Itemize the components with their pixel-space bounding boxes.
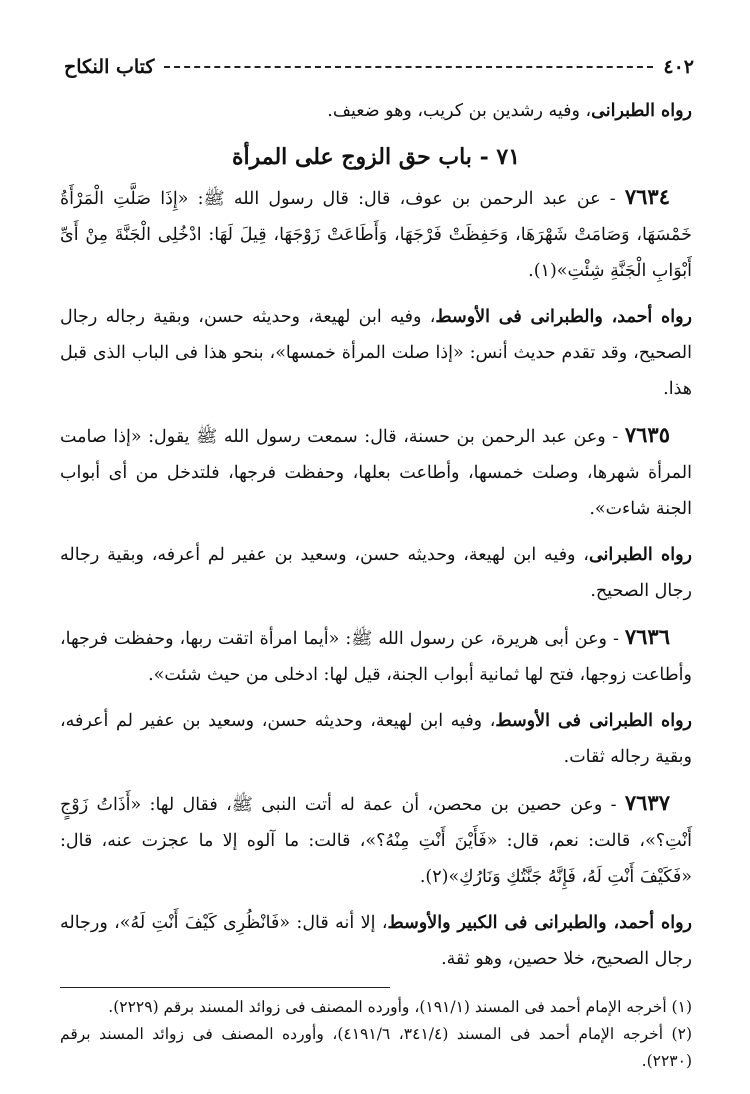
- hadith-number: ٧٦٣٧: [624, 790, 670, 815]
- comment-source: رواه أحمد، والطبرانى فى الكبير والأوسط: [387, 913, 692, 933]
- chapter-heading: ٧١ - باب حق الزوج على المرأة: [231, 144, 521, 170]
- hadith-text: - وعن عبد الرحمن بن حسنة، قال: سمعت رسول الله ﷺ يقول: «إذا صامت المرأة شهرها، وصلت خمسها، وأطاعت بعلها، وحفظت فرجها، فلتدخل من أى أبواب الجنة شاءت».: [60, 427, 692, 519]
- page-body: [60, 93, 692, 1075]
- hadith-7634: [60, 179, 692, 289]
- comment-source: رواه الطبرانى: [588, 545, 692, 565]
- comment-source: رواه أحمد، والطبرانى فى الأوسط: [435, 307, 692, 327]
- hadith-text: - عن عبد الرحمن بن عوف، قال: قال رسول الله ﷺ: «إِذَا صَلَّتِ الْمَرْأَةُ خَمْسَهَا، وَصَامَتْ شَهْرَهَا، وَحَفِظَتْ فَرْجَهَا، وَأَطَاعَتْ زَوْجَهَا، قِيلَ لَهَا: ادْخُلِى الْجَنَّةَ مِنْ أَىِّ أَبْوَابِ الْجَنَّةِ شِئْتِ»(١).: [60, 189, 692, 281]
- running-header: [64, 56, 694, 78]
- hadith-text: - وعن أبى هريرة، عن رسول الله ﷺ: «أيما امرأة اتقت ربها، وحفظت فرجها، وأطاعت زوجها، فتح لها ثمانية أبواب الجنة، قيل لها: ادخلى من حيث شئت».: [60, 629, 692, 685]
- comment-text: ، إلا أنه قال: «فَانْظُرِى كَيْفَ أَنْتِ لَهُ»، ورجاله رجال الصحيح، خلا حصين، وهو ثقة.: [60, 913, 692, 969]
- hadith-text: - وعن حصين بن محصن، أن عمة له أتت النبى ﷺ، فقال لها: «أَذَاتُ زَوْجٍ أَنْتِ؟»، قالت: نعم، قال: «فَأَيْنَ أَنْتِ مِنْهُ؟»، قالت: ما آلوه إلا ما عجزت عنه، قال: «فَكَيْفَ أَنْتِ لَهُ، فَإِنَّهُ جَنَّتُكِ وَنَارُكِ»(٢).: [60, 795, 692, 887]
- comment-text: ، وفيه ابن لهيعة، وحديثه حسن، وسعيد بن عفير لم أعرفه، وبقية رجاله ثقات.: [60, 711, 692, 767]
- hadith-7636: [60, 619, 692, 693]
- hadith-number: ٧٦٣٤: [624, 184, 670, 209]
- footnote-2: (٢) أخرجه الإمام أحمد فى المسند (٣٤١/٤، ٤١٩١/٦)، وأورده المصنف فى زوائد المسند برقم (٢٢٣٠).: [60, 1025, 692, 1070]
- footnote-1: (١) أخرجه الإمام أحمد فى المسند (١٩١/١)، وأورده المصنف فى زوائد المسند برقم (٢٢٢٩).: [108, 998, 692, 1016]
- hadith-number: ٧٦٣٥: [624, 422, 670, 447]
- comment-text: ، وفيه ابن لهيعة، وحديثه حسن، وبقية رجاله رجال الصحيح، وقد تقدم حديث أنس: «إذا صلت المرأة خمسها»، بنحو هذا فى الباب الذى قبل هذا.: [60, 307, 692, 399]
- comment-7637: [60, 905, 692, 977]
- intro-comment: [60, 93, 692, 129]
- comment-7636: [60, 703, 692, 775]
- header-dashed-rule: [164, 66, 653, 68]
- comment-7634: [60, 299, 692, 407]
- hadith-number: ٧٦٣٦: [624, 624, 670, 649]
- comment-text: ، وفيه ابن لهيعة، وحديثه حسن، وسعيد بن عفير لم أعرفه، وبقية رجاله رجال الصحيح.: [60, 545, 692, 601]
- intro-source: رواه الطبرانى: [591, 101, 692, 121]
- intro-text: ، وفيه رشدين بن كريب، وهو ضعيف.: [327, 101, 592, 121]
- footnote-separator: [60, 987, 390, 988]
- comment-source: رواه الطبرانى فى الأوسط: [495, 711, 692, 731]
- hadith-7635: [60, 417, 692, 527]
- page-number: ٤٠٢: [663, 56, 694, 78]
- hadith-7637: [60, 785, 692, 895]
- book-title: كتاب النكاح: [64, 56, 155, 78]
- comment-7635: [60, 537, 692, 609]
